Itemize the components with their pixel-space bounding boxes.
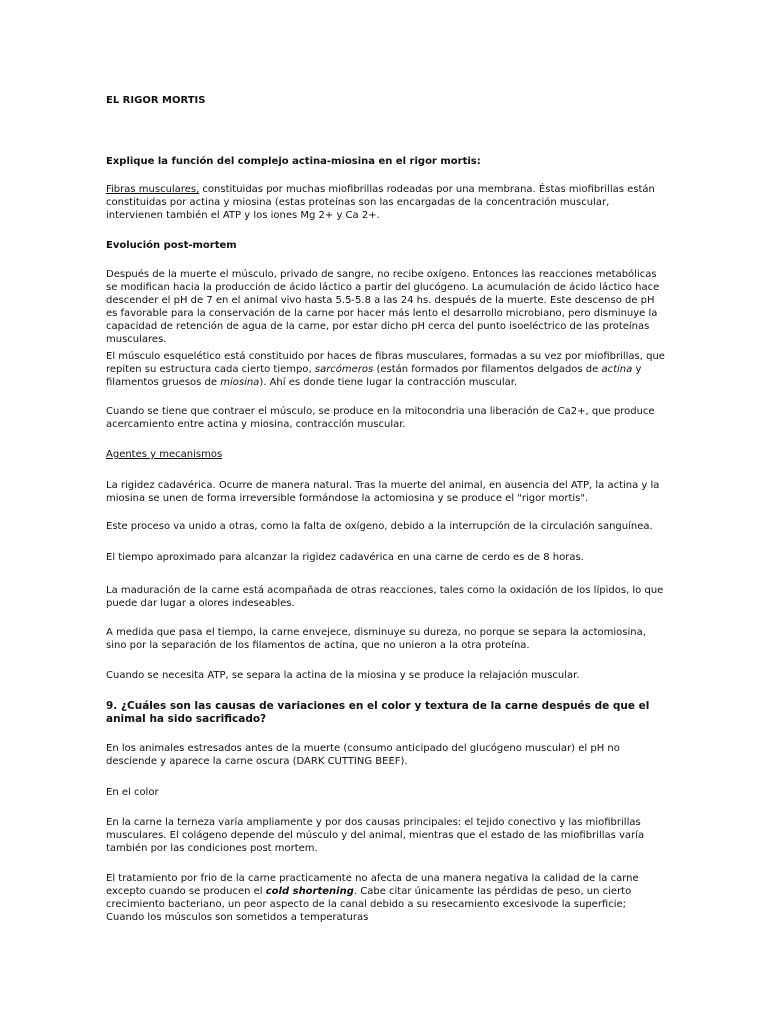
tratamiento-text-2: . Cabe citar únicamente las pérdidas de peso, un cierto crecimiento bacteriano, un peor aspecto de la canal debido a su resecamiento excesivode la superficie; Cuando los músculos son sometidos a temperaturas — [106, 886, 632, 923]
esqueletico-text-3: y filamentos gruesos de — [106, 364, 642, 388]
term-miosina: miosina — [220, 377, 260, 388]
paragraph-fibras — [106, 183, 666, 222]
paragraph-medida: A medida que pasa el tiempo, la carne envejece, disminuye su dureza, no porque se separa la actomiosina, sino por la separación de los filamentos de actina, que no unieron a la otra proteína. — [106, 627, 646, 651]
term-sarcomeros: sarcómeros — [314, 364, 374, 375]
esqueletico-text-2: (están formados por filamentos delgados de — [373, 364, 602, 375]
term-fibras-musculares: Fibras musculares, — [106, 184, 200, 195]
paragraph-esqueletico — [106, 350, 666, 389]
term-actina: actina — [601, 364, 633, 375]
paragraph-atp: Cuando se necesita ATP, se separa la actina de la miosina y se produce la relajación muscular. — [106, 670, 580, 681]
question-function-heading: Explique la función del complejo actina-miosina en el rigor mortis: — [106, 156, 481, 167]
paragraph-rigidez: La rigidez cadavérica. Ocurre de manera natural. Tras la muerte del animal, en ausencia del ATP, la actina y la miosina se unen de forma irreversible formándose la actomiosina y se produce el "rigor mortis". — [106, 480, 660, 504]
term-cold-shortening: cold shortening — [265, 886, 354, 897]
esqueletico-text-1: El músculo esquelético está constituido por haces de fibras musculares, formadas a su vez por miofibrillas, que repiten su estructura cada cierto tiempo, — [106, 351, 665, 375]
paragraph-despues: Después de la muerte el músculo, privado de sangre, no recibe oxígeno. Entonces las reacciones metabólicas se modifican hacia la producción de ácido láctico a partir del glucógeno. La acumulación de ácido láctico hace descender el pH de 7 en el animal vivo hasta 5.5-5.8 a las 24 hs. después de la muerte. Este descenso de pH es favorable para la conservación de la carne por hacer más lento el desarrollo microbiano, pero disminuye la capacidad de retención de agua de la carne, por estar dicho pH cerca del punto isoeléctrico de las proteínas musculares. — [106, 269, 660, 345]
fibras-text: constituidas por muchas miofibrillas rodeadas por una membrana. Éstas miofibrillas están constituidas por actina y miosina (estas proteínas son las encargadas de la concentración muscular, intervienen también el ATP y los iones Mg 2+ y Ca 2+. — [106, 184, 655, 221]
paragraph-proceso: Este proceso va unido a otras, como la falta de oxígeno, debido a la interrupción de la circulación sanguínea. — [106, 521, 653, 532]
paragraph-maduracion: La maduración de la carne está acompañada de otras reacciones, tales como la oxidación de los lípidos, lo que puede dar lugar a olores indeseables. — [106, 585, 664, 609]
heading-evolucion: Evolución post-mortem — [106, 240, 237, 251]
heading-agentes: Agentes y mecanismos — [106, 449, 223, 460]
esqueletico-text-4: ). Ahí es donde tiene lugar la contracción muscular. — [259, 377, 518, 388]
paragraph-tiempo: El tiempo aproximado para alcanzar la rigidez cadavérica en una carne de cerdo es de 8 horas. — [106, 552, 584, 563]
tratamiento-text-1: El tratamiento por frio de la carne practicamente no afecta de una manera negativa la calidad de la carne excepto cuando se producen el — [106, 873, 639, 897]
paragraph-tratamiento — [106, 872, 666, 924]
label-en-el-color: En el color — [106, 787, 159, 798]
paragraph-terneza: En la carne la terneza varía ampliamente y por dos causas principales: el tejido conectivo y las miofibrillas musculares. El colágeno depende del músculo y del animal, mientras que el estado de las miofibrillas varía también por las condiciones post mortem. — [106, 817, 645, 854]
question-9-heading: 9. ¿Cuáles son las causas de variaciones en el color y textura de la carne después de que el animal ha sido sacrificado? — [106, 700, 650, 725]
paragraph-contraer: Cuando se tiene que contraer el músculo, se produce en la mitocondria una liberación de Ca2+, que produce acercamiento entre actina y miosina, contracción muscular. — [106, 406, 655, 430]
paragraph-estresados: En los animales estresados antes de la muerte (consumo anticipado del glucógeno muscular) el pH no desciende y aparece la carne oscura (DARK CUTTING BEEF). — [106, 743, 620, 767]
document-title: EL RIGOR MORTIS — [106, 95, 206, 106]
